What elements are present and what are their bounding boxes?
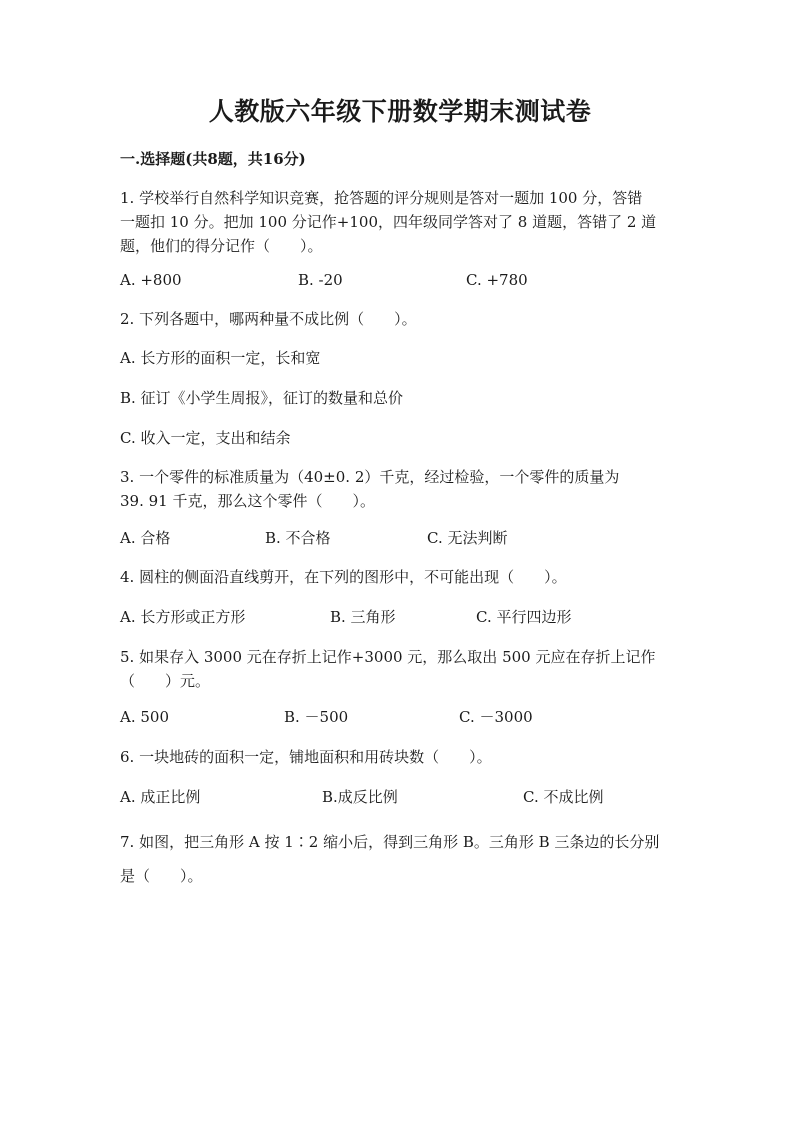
question-1-line-1: 1. 学校举行自然科学知识竞赛，抢答题的评分规则是答对一题加 100 分，答错 [120,189,643,207]
question-4-stem: 4. 圆柱的侧面沿直线剪开，在下列的图形中，不可能出现（ ）。 [120,568,567,586]
question-3-option-c: C. 无法判断 [427,529,508,547]
question-6-stem: 6. 一块地砖的面积一定，铺地面积和用砖块数（ ）。 [120,748,492,766]
question-5-line-2: （ ）元。 [120,672,211,690]
question-3-option-b: B. 不合格 [265,529,331,547]
question-1-option-a: A. +800 [120,271,182,289]
question-2-option-a [120,346,685,370]
question-5-option-a: A. 500 [120,708,169,726]
question-2-option-a-text: A. 长方形的面积一定，长和宽 [120,349,321,367]
question-5-line-1: 5. 如果存入 3000 元在存折上记作+3000 元，那么取出 500 元应在存折上记作 [120,648,656,666]
question-4-option-c: C. 平行四边形 [476,608,572,626]
question-1 [120,186,685,258]
question-2 [120,307,685,331]
question-5-option-c: C. －3000 [459,708,533,726]
question-2-option-c-text: C. 收入一定，支出和结余 [120,429,291,447]
question-3 [120,465,685,513]
question-6-option-c: C. 不成比例 [523,788,604,806]
question-1-option-c: C. +780 [466,271,528,289]
question-5-option-b: B. －500 [284,708,349,726]
question-1-line-3: 题，他们的得分记作（ ）。 [120,237,323,255]
question-2-stem: 2. 下列各题中，哪两种量不成比例（ ）。 [120,310,417,328]
question-3-line-2: 39. 91 千克，那么这个零件（ ）。 [120,492,375,510]
question-6-option-a: A. 成正比例 [120,788,201,806]
question-7-line-1: 7. 如图，把三角形 A 按 1∶2 缩小后，得到三角形 B。三角形 B 三条边的长分别 [120,833,660,851]
question-2-option-b-text: B. 征订《小学生周报》，征订的数量和总价 [120,389,404,407]
question-1-option-b: B. -20 [298,271,343,289]
question-6 [120,745,685,769]
page-title: 人教版六年级下册数学期末测试卷 [208,97,592,126]
question-2-option-c [120,426,685,450]
question-4-option-a: A. 长方形或正方形 [120,608,246,626]
question-3-option-a: A. 合格 [120,529,171,547]
question-5 [120,645,685,693]
question-7-line-2: 是（ ）。 [120,867,203,885]
question-6-option-b: B.成反比例 [322,788,398,806]
question-4 [120,565,685,589]
question-3-line-1: 3. 一个零件的标准质量为（40±0. 2）千克，经过检验，一个零件的质量为 [120,468,620,486]
question-4-option-b: B. 三角形 [330,608,396,626]
question-7 [120,825,685,893]
question-2-option-b [120,386,685,410]
section-heading: 一.选择题(共8题，共16分) [120,150,306,168]
question-1-line-2: 一题扣 10 分。把加 100 分记作+100，四年级同学答对了 8 道题，答错了 2 道 [120,213,657,231]
